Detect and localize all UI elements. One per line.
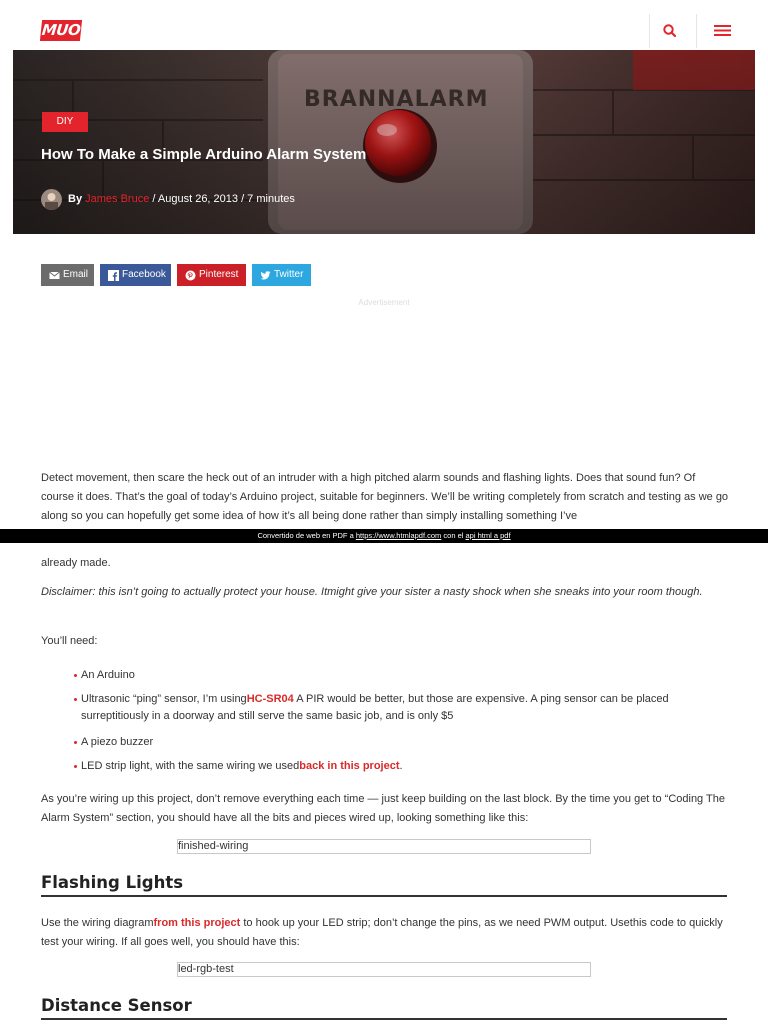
author-link[interactable]: James Bruce bbox=[85, 193, 150, 205]
byline bbox=[41, 188, 295, 210]
bullet-dot bbox=[74, 674, 77, 677]
finished-wiring-image: finished-wiring bbox=[177, 839, 591, 854]
flashing-paragraph bbox=[41, 914, 731, 952]
bullet-dot bbox=[74, 698, 77, 701]
search-icon bbox=[656, 18, 684, 44]
author-avatar[interactable] bbox=[41, 189, 62, 210]
share-email-label: Email bbox=[63, 269, 89, 280]
list-item-pre: LED strip light, with the same wiring we used bbox=[81, 760, 300, 772]
section-heading-distance-sensor: Distance Sensor bbox=[41, 996, 727, 1020]
intro-continued: already made. bbox=[41, 557, 111, 569]
share-email-button[interactable] bbox=[41, 264, 94, 286]
share-pinterest-label: Pinterest bbox=[199, 269, 239, 280]
pdf-banner-prefix: Convertido de web en PDF a bbox=[257, 531, 354, 540]
envelope-icon bbox=[49, 270, 60, 281]
divider bbox=[649, 14, 650, 48]
back-in-this-project-link[interactable]: back in this project bbox=[299, 760, 400, 772]
hc-sr04-link[interactable]: HC-SR04 bbox=[246, 693, 294, 705]
advertisement-label: Advertisement bbox=[358, 298, 410, 307]
list-item-text bbox=[75, 758, 725, 775]
pinterest-icon bbox=[185, 270, 196, 281]
bullet-dot bbox=[74, 765, 77, 768]
flashing-post: to hook up your LED strip; don’t change the pins, as we need PWM output. Usethis code to quickly test your wiring. If all goes well, you should have this: bbox=[41, 917, 723, 948]
share-twitter-button[interactable] bbox=[252, 264, 311, 286]
list-item-text: An Arduino bbox=[81, 669, 135, 681]
wiring-paragraph: As you’re wiring up this project, don’t remove everything each time — just keep building on the last block. By the time you get to “Coding The Alarm System” section, you should have all the bits and pieces wired up, looking something like this: bbox=[41, 793, 725, 824]
twitter-bird-icon bbox=[260, 270, 271, 281]
divider bbox=[696, 14, 697, 48]
list-item bbox=[75, 691, 725, 725]
flashing-pre: Use the wiring diagram bbox=[41, 917, 154, 929]
search-button[interactable] bbox=[656, 18, 684, 44]
list-item bbox=[75, 734, 725, 751]
list-item-post: A PIR would be better, but those are expensive. A ping sensor can be placed surreptitiously in a doorway and still serve the same basic job, and is only $5 bbox=[81, 693, 669, 722]
article-title: How To Make a Simple Arduino Alarm System bbox=[41, 146, 367, 163]
pdf-banner-middle: con el bbox=[443, 531, 464, 540]
publish-meta: / August 26, 2013 / 7 minutes bbox=[152, 193, 295, 205]
from-this-project-link[interactable]: from this project bbox=[153, 917, 241, 929]
hero-banner bbox=[13, 50, 755, 234]
youll-need-label: You’ll need: bbox=[41, 635, 98, 647]
disclaimer-paragraph: Disclaimer: this isn’t going to actually protect your house. Itmight give your sister a nasty shock when she sneaks into your room though. bbox=[41, 586, 703, 598]
avatar-image bbox=[41, 189, 62, 210]
hamburger-menu-icon bbox=[707, 18, 737, 44]
pdf-banner-link[interactable]: https://www.htmlapdf.com bbox=[355, 531, 442, 540]
pdf-banner-api-link[interactable]: api html a pdf bbox=[465, 531, 511, 540]
list-item-text bbox=[75, 691, 725, 725]
list-item bbox=[75, 758, 725, 775]
share-facebook-label: Facebook bbox=[122, 269, 166, 280]
section-heading-flashing-lights: Flashing Lights bbox=[41, 873, 727, 897]
site-logo[interactable]: MUO bbox=[40, 21, 82, 39]
share-pinterest-button[interactable] bbox=[177, 264, 246, 286]
list-item-pre: Ultrasonic “ping” sensor, I’m using bbox=[81, 693, 247, 705]
list-item-post: . bbox=[399, 760, 403, 772]
byline-by: By bbox=[68, 193, 83, 205]
list-item-text: A piezo buzzer bbox=[81, 736, 154, 748]
category-badge[interactable]: DIY bbox=[42, 112, 88, 132]
top-bar bbox=[0, 0, 768, 50]
led-rgb-test-image: led-rgb-test bbox=[177, 962, 591, 977]
list-item bbox=[75, 667, 725, 684]
bullet-dot bbox=[74, 741, 77, 744]
share-facebook-button[interactable] bbox=[100, 264, 171, 286]
facebook-icon bbox=[108, 270, 119, 281]
intro-paragraph: Detect movement, then scare the heck out of an intruder with a high pitched alarm sounds and flashing lights. Does that sound fun? Of course it does. That’s the goal of today’s Arduino project, suitable for beginners. We’ll be writing completely from scratch and testing as we go along so you can hopefully get some idea of how it’s all being done rather than simply installing something I’ve bbox=[41, 472, 729, 522]
share-twitter-label: Twitter bbox=[274, 269, 304, 280]
pdf-banner bbox=[0, 529, 768, 543]
menu-button[interactable] bbox=[707, 18, 737, 44]
